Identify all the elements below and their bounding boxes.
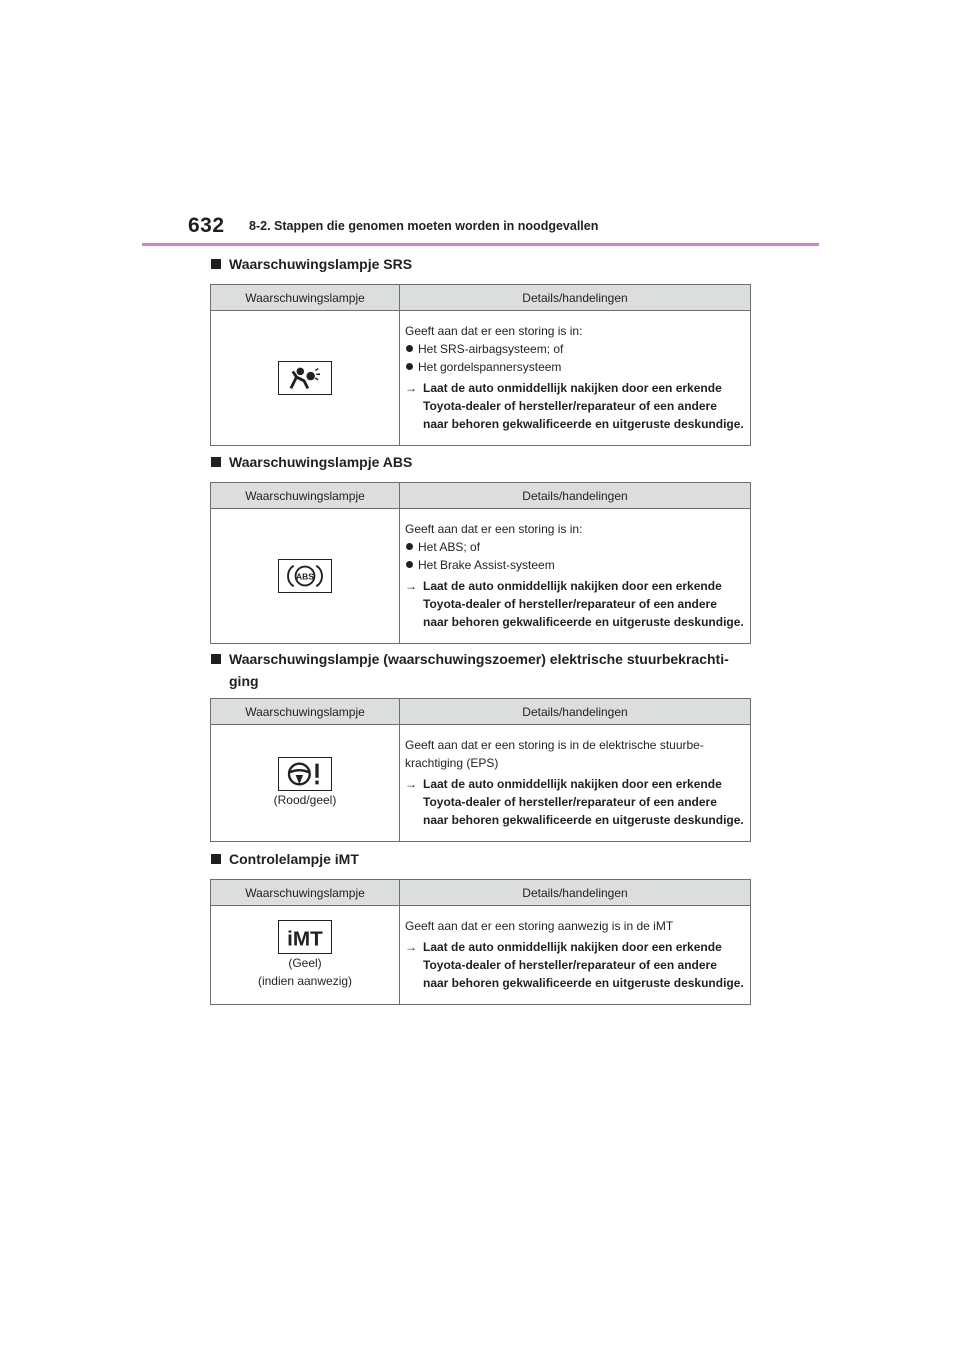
table-row (211, 509, 751, 644)
abs-icon (278, 559, 332, 593)
section-heading (210, 848, 750, 870)
table-header-row (211, 285, 751, 311)
warning-table (210, 879, 751, 1005)
page-number: 632 (188, 214, 225, 237)
action-instruction (405, 775, 744, 829)
action-text: Laat de auto onmiddellijk nakijken door een erkende Toyota-dealer of hersteller/reparateur of een andere naar behoren gekwalificeerde en uitgeruste deskundige. (423, 776, 744, 827)
column-header-details: Details/handelingen (400, 880, 751, 906)
warning-table (210, 698, 751, 842)
arrow-icon: → (405, 578, 417, 593)
arrow-icon: → (405, 380, 417, 395)
action-text: Laat de auto onmiddellijk nakijken door een erkende Toyota-dealer of hersteller/reparateur of een andere naar behoren gekwalificeerde en uitgeruste deskundige. (423, 939, 744, 990)
lamp-color-caption: (Rood/geel) (273, 793, 337, 807)
column-header-details: Details/handelingen (400, 483, 751, 509)
detail-intro: Geeft aan dat er een storing aanwezig is in de iMT (405, 918, 674, 933)
action-instruction (405, 577, 744, 631)
action-instruction (405, 379, 744, 433)
steering-warning-icon (278, 757, 332, 791)
icon-cell (211, 906, 400, 1005)
column-header-details: Details/handelingen (400, 699, 751, 725)
table-row (211, 725, 751, 842)
imt-icon (278, 920, 332, 954)
table-row (211, 906, 751, 1005)
warning-table (210, 284, 751, 446)
header-rule (142, 243, 819, 246)
section-abs (210, 451, 750, 644)
bullet-item: Het ABS; of (405, 538, 744, 556)
table-header-row (211, 880, 751, 906)
icon-cell (211, 509, 400, 644)
arrow-icon: → (405, 939, 417, 954)
warning-table (210, 482, 751, 644)
detail-cell (400, 509, 751, 644)
bullet-item: Het SRS-airbagsysteem; of (405, 340, 744, 358)
bullet-item: Het gordelspannersysteem (405, 358, 744, 376)
column-header-lamp: Waarschuwingslampje (211, 285, 400, 311)
action-text: Laat de auto onmiddellijk nakijken door een erkende Toyota-dealer of hersteller/reparateur of een andere naar behoren gekwalificeerde en uitgeruste deskundige. (423, 578, 744, 629)
detail-intro: Geeft aan dat er een storing is in: (405, 323, 583, 338)
heading-square-icon (211, 654, 221, 664)
section-heading (210, 253, 750, 275)
abs-icon-label: ABS (296, 571, 314, 582)
action-instruction (405, 938, 744, 992)
bullet-item: Het Brake Assist-systeem (405, 556, 744, 574)
icon-cell (211, 725, 400, 842)
detail-intro: Geeft aan dat er een storing is in de elektrische stuurbekrachtiging (EPS) (405, 737, 704, 770)
arrow-icon: → (405, 776, 417, 791)
table-row (211, 311, 751, 446)
detail-cell (400, 311, 751, 446)
detail-cell (400, 725, 751, 842)
column-header-lamp: Waarschuwingslampje (211, 699, 400, 725)
detail-cell (400, 906, 751, 1005)
section-heading (210, 648, 750, 692)
lamp-color-caption: (Geel) (288, 956, 322, 970)
section-imt (210, 848, 750, 1005)
column-header-lamp: Waarschuwingslampje (211, 880, 400, 906)
section-heading-text: Waarschuwingslampje (waarschuwingszoemer) elektrische stuurbekrachtiging (229, 651, 729, 689)
imt-icon-label: iMT (287, 927, 323, 951)
chapter-title: 8-2. Stappen die genomen moeten worden in noodgevallen (249, 219, 599, 233)
section-heading-text: Controlelampje iMT (229, 851, 359, 867)
section-heading-text: Waarschuwingslampje ABS (229, 454, 413, 470)
heading-square-icon (211, 457, 221, 467)
heading-square-icon (211, 259, 221, 269)
heading-square-icon (211, 854, 221, 864)
column-header-details: Details/handelingen (400, 285, 751, 311)
section-heading-text: Waarschuwingslampje SRS (229, 256, 413, 272)
section-eps (210, 648, 750, 842)
section-srs (210, 253, 750, 446)
section-heading (210, 451, 750, 473)
detail-intro: Geeft aan dat er een storing is in: (405, 521, 583, 536)
table-header-row (211, 483, 751, 509)
srs-airbag-icon (278, 361, 332, 395)
icon-cell (211, 311, 400, 446)
column-header-lamp: Waarschuwingslampje (211, 483, 400, 509)
lamp-availability-caption: (indien aanwezig) (257, 974, 353, 988)
table-header-row (211, 699, 751, 725)
action-text: Laat de auto onmiddellijk nakijken door een erkende Toyota-dealer of hersteller/reparateur of een andere naar behoren gekwalificeerde en uitgeruste deskundige. (423, 380, 744, 431)
